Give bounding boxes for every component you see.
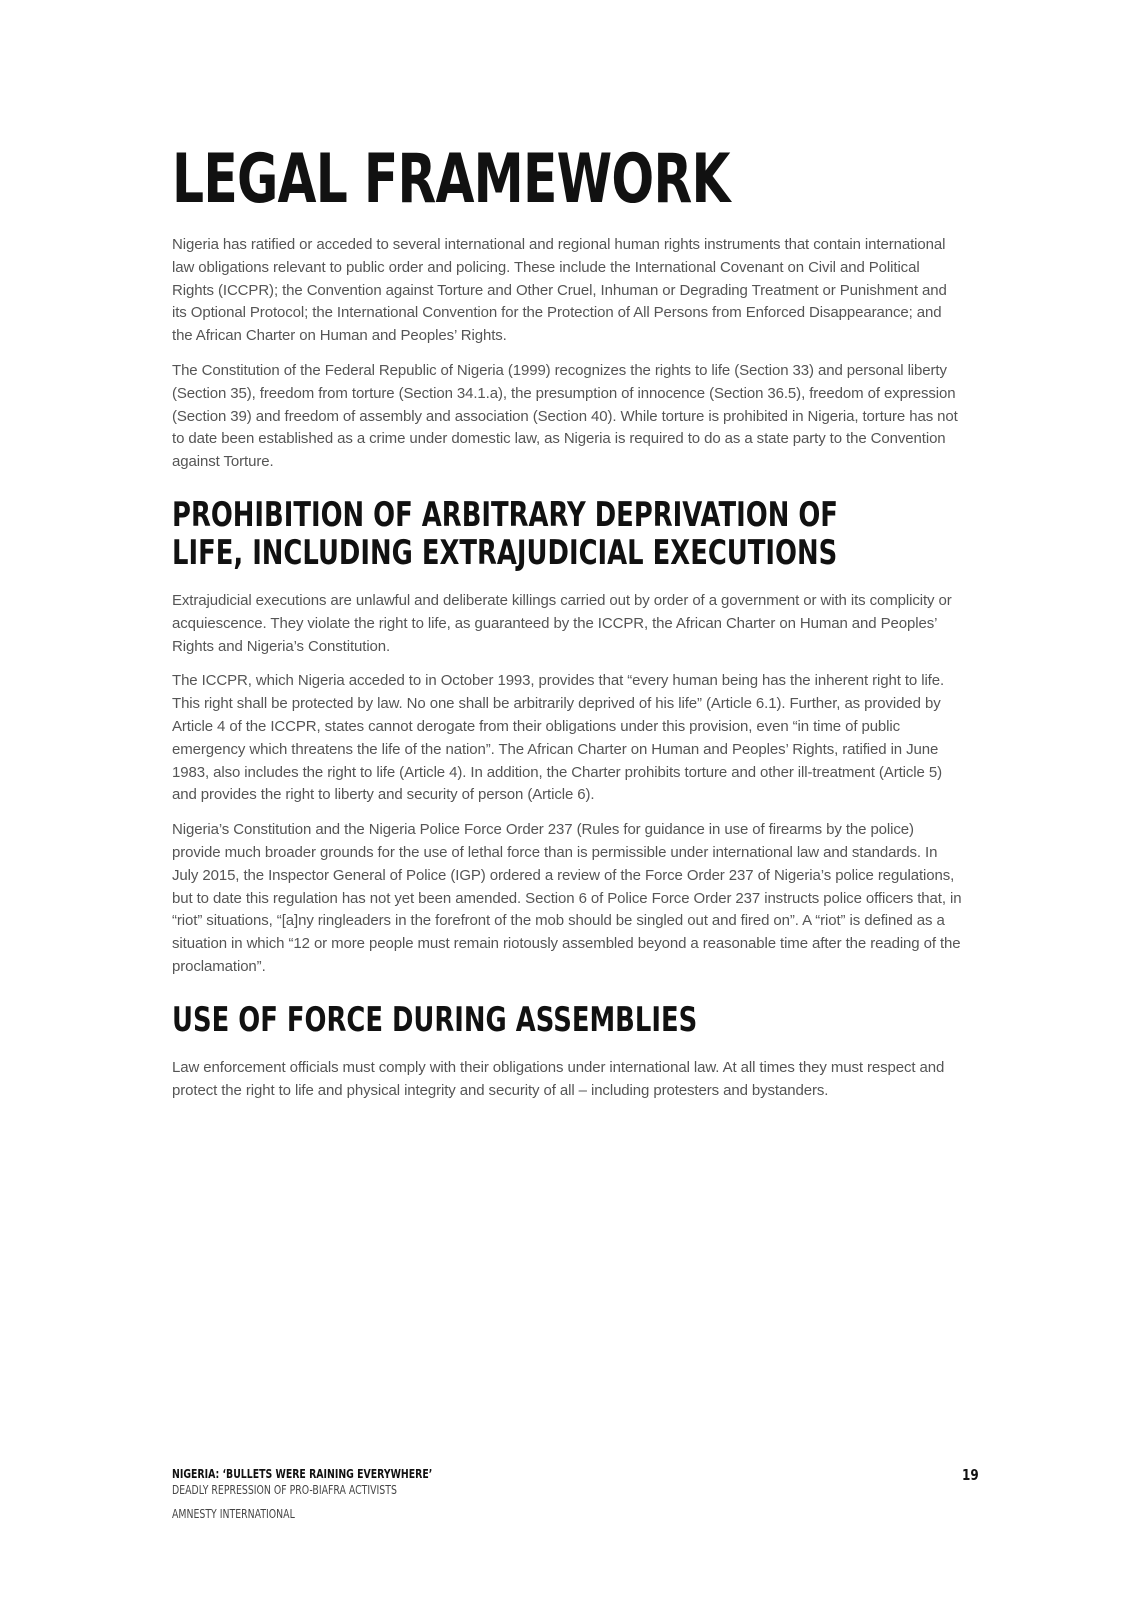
section-1-paragraph-2: The ICCPR, which Nigeria acceded to in October 1993, provides that “every human being has the inherent right to life. This right shall be protected by law. No one shall be arbitrarily deprived of his life” (Article 6.1). Further, as provided by Article 4 of the ICCPR, states cannot derogate from their obligations under this provision, even “in time of public emergency which threatens the life of the nation”. The African Charter on Human and Peoples’ Rights, ratified in June 1983, also includes the right to life (Article 4). In addition, the Charter prohibits torture and other ill-treatment (Article 5) and provides the right to liberty and security of person (Article 6).: [172, 672, 945, 804]
section-1-paragraph-3: Nigeria’s Constitution and the Nigeria Police Force Order 237 (Rules for guidance in use of firearms by the police) provide much broader grounds for the use of lethal force than is permissible under international law and standards. In July 2015, the Inspector General of Police (IGP) ordered a review of the Force Order 237 of Nigeria’s police regulations, but to date this regulation has not yet been amended. Section 6 of Police Force Order 237 instructs police officers that, in “riot” situations, “[a]ny ringleaders in the forefront of the mob should be singled out and fired on”. A “riot” is defined as a situation in which “12 or more people must remain riotously assembled beyond a reasonable time after the reading of the proclamation”.: [172, 821, 962, 975]
section-heading-use-of-force: USE OF FORCE DURING ASSEMBLIES: [172, 999, 698, 1040]
page-footer: [172, 1466, 962, 1522]
footer-report-subtitle: DEADLY REPRESSION OF PRO-BIAFRA ACTIVISTS: [172, 1483, 397, 1497]
page-title: LEGAL FRAMEWORK: [172, 140, 730, 219]
section-1-paragraph-1: Extrajudicial executions are unlawful and deliberate killings carried out by order of a government or with its complicity or acquiescence. They violate the right to life, as guaranteed by the ICCPR, the African Charter on Human and Peoples’ Rights and Nigeria’s Constitution.: [172, 591, 952, 655]
section-2-paragraph-1: Law enforcement officials must comply with their obligations under international law. At all times they must respect and protect the right to life and physical integrity and security of all – including protesters and bystanders.: [172, 1058, 945, 1099]
section-heading-wrapper: [172, 496, 962, 576]
intro-paragraph-1: Nigeria has ratified or acceded to several international and regional human rights instruments that contain international law obligations relevant to public order and policing. These include the International Covenant on Civil and Political Rights (ICCPR); the Convention against Torture and Other Cruel, Inhuman or Degrading Treatment or Punishment and its Optional Protocol; the International Convention for the Protection of All Persons from Enforced Disappearance; and the African Charter on Human and Peoples’ Rights.: [172, 236, 947, 345]
section-heading-wrapper: [172, 1001, 962, 1043]
footer-report-title: NIGERIA: ‘BULLETS WERE RAINING EVERYWHERE’: [172, 1467, 433, 1481]
intro-paragraph-2: The Constitution of the Federal Republic of Nigeria (1999) recognizes the rights to life (Section 33) and personal liberty (Section 35), freedom from torture (Section 34.1.a), the presumption of innocence (Section 36.5), freedom of expression (Section 39) and freedom of assembly and association (Section 40). While torture is prohibited in Nigeria, torture has not to date been established as a crime under domestic law, as Nigeria is required to do as a state party to the Convention against Torture.: [172, 361, 958, 471]
footer-organization: AMNESTY INTERNATIONAL: [172, 1507, 295, 1521]
section-heading-prohibition: PROHIBITION OF ARBITRARY DEPRIVATION OF LIFE, INCLUDING EXTRAJUDICIAL EXECUTIONS: [172, 494, 838, 573]
main-content: [172, 140, 962, 1102]
page-number: 19: [962, 1466, 979, 1484]
